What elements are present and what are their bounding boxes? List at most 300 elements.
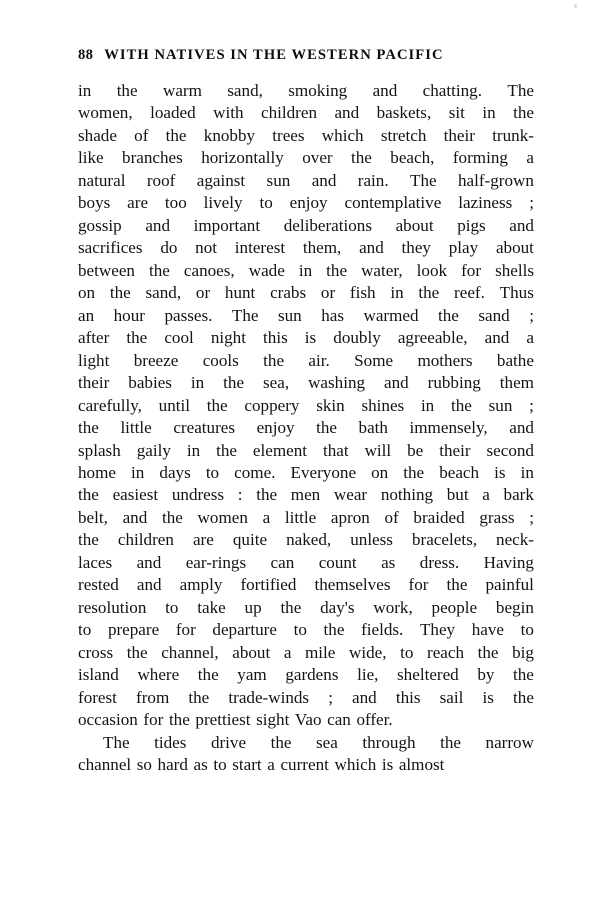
word: beach: [439, 462, 480, 482]
word: ;: [529, 193, 534, 213]
word: mile: [305, 642, 336, 662]
running-head-title: WITH NATIVES IN THE WESTERN PACIFIC: [104, 47, 444, 63]
word: hour: [113, 305, 145, 325]
text-line: [78, 395, 534, 417]
word: undress: [171, 485, 225, 505]
text-line: [78, 552, 534, 574]
word: too: [164, 193, 187, 213]
word: the: [223, 373, 245, 393]
word: little: [284, 507, 317, 527]
word: sand,: [145, 283, 182, 303]
scan-speck-artifact: [574, 4, 577, 8]
word: sun: [277, 305, 302, 325]
word: sacrifices: [78, 238, 143, 258]
text-line: [78, 732, 534, 754]
word: ;: [529, 395, 534, 415]
word: a: [526, 328, 534, 348]
word: can: [327, 710, 351, 730]
word: canoes,: [183, 260, 235, 280]
word: rain.: [357, 170, 389, 190]
word: for: [461, 260, 482, 280]
word: through: [362, 732, 416, 752]
word: about: [495, 238, 534, 258]
word: passes.: [164, 305, 213, 325]
word: a: [283, 642, 292, 662]
word: which: [334, 755, 377, 775]
word: dress.: [419, 552, 460, 572]
word: channel: [78, 755, 132, 775]
word: in: [131, 462, 145, 482]
word: do: [160, 238, 178, 258]
word: to: [213, 755, 227, 775]
word: for: [175, 620, 196, 640]
text-line: [78, 462, 534, 484]
word: yam: [237, 665, 267, 685]
word: mothers: [417, 350, 473, 370]
word: is: [482, 687, 494, 707]
word: shines: [361, 395, 405, 415]
text-line: [78, 507, 534, 529]
word: current: [280, 755, 329, 775]
word: deliberations: [283, 215, 372, 235]
word: and: [509, 418, 534, 438]
word: after: [78, 328, 110, 348]
word: air.: [308, 350, 330, 370]
word: themselves: [314, 575, 391, 595]
word: ;: [328, 687, 333, 707]
word: apron: [330, 507, 370, 527]
word: an: [78, 305, 95, 325]
word: is: [494, 462, 506, 482]
word: about: [232, 642, 271, 662]
word: the: [197, 665, 219, 685]
word: and: [372, 81, 398, 100]
word: naked,: [286, 530, 332, 550]
word: light: [78, 350, 110, 370]
word: stretch: [380, 125, 427, 145]
word: almost: [398, 755, 445, 775]
word: sun: [266, 170, 291, 190]
word: braided: [413, 507, 465, 527]
word: them,: [302, 238, 342, 258]
text-line: [78, 440, 534, 462]
word: the: [280, 597, 302, 617]
text-line: [78, 642, 534, 664]
word: occasion: [78, 710, 138, 730]
word: them: [499, 373, 534, 393]
word: look: [416, 260, 448, 280]
word: and: [334, 103, 360, 123]
word: to: [400, 642, 414, 662]
word: sun: [488, 395, 513, 415]
word: prepare: [107, 620, 160, 640]
word: by: [477, 665, 495, 685]
word: immensely,: [409, 418, 488, 438]
word: quite: [232, 530, 268, 550]
word: The: [410, 170, 437, 190]
word: and: [484, 328, 510, 348]
word: lie,: [357, 665, 379, 685]
word: horizontally: [201, 148, 284, 168]
word: unless: [350, 530, 393, 550]
word: up: [244, 597, 262, 617]
page-folio-number: 88: [78, 47, 94, 63]
word: in: [520, 462, 534, 482]
word: the: [513, 665, 534, 685]
word: sand,: [227, 81, 263, 100]
word: in: [78, 81, 92, 100]
word: little: [120, 418, 152, 438]
word: the: [188, 687, 210, 707]
word: coppery: [244, 395, 300, 415]
word: on: [78, 283, 96, 303]
word: the: [477, 642, 499, 662]
word: like: [78, 148, 104, 168]
word: over: [302, 148, 333, 168]
word: the: [446, 575, 468, 595]
word: trade-winds: [228, 687, 310, 707]
word: important: [193, 215, 261, 235]
word: in: [390, 283, 404, 303]
word: branches: [122, 148, 183, 168]
text-line: [78, 282, 534, 304]
word: the: [256, 485, 278, 505]
word: of: [134, 125, 149, 145]
word: against: [196, 170, 246, 190]
word: the: [78, 418, 99, 438]
text-line: [78, 664, 534, 686]
word: the: [165, 125, 187, 145]
word: and: [311, 170, 337, 190]
word: and: [384, 373, 409, 393]
word: half-grown: [457, 170, 534, 190]
word: the: [161, 507, 183, 527]
word: this: [263, 328, 288, 348]
word: chatting.: [422, 81, 482, 100]
word: tides: [154, 732, 187, 752]
word: interest: [234, 238, 286, 258]
word: water,: [361, 260, 403, 280]
word: the: [109, 283, 131, 303]
word: about: [395, 215, 434, 235]
text-line: [78, 619, 534, 641]
word: grass: [479, 507, 515, 527]
word: to: [165, 597, 179, 617]
word: neck-: [496, 530, 534, 550]
text-line: [78, 327, 534, 349]
word: fortified: [240, 575, 297, 595]
word: enjoy: [289, 193, 328, 213]
word: big: [512, 642, 534, 662]
word: for: [143, 710, 164, 730]
word: baskets,: [376, 103, 432, 123]
word: take: [197, 597, 226, 617]
word: and: [145, 215, 170, 235]
word: of: [384, 507, 399, 527]
word: with: [213, 103, 244, 123]
word: pigs: [457, 215, 486, 235]
word: narrow: [485, 732, 534, 752]
word: bark: [503, 485, 534, 505]
text-line: [78, 237, 534, 259]
word: to: [259, 193, 273, 213]
word: warm: [162, 81, 202, 100]
text-line: [78, 260, 534, 282]
word: the: [78, 485, 99, 505]
word: ;: [529, 507, 534, 527]
word: loaded: [150, 103, 196, 123]
word: lively: [203, 193, 243, 213]
text-line: [78, 597, 534, 619]
word: the: [116, 81, 138, 100]
word: be: [407, 440, 424, 460]
word: a: [267, 755, 275, 775]
word: bracelets,: [411, 530, 477, 550]
word: the: [216, 440, 237, 460]
word: sail: [439, 687, 464, 707]
word: channel,: [161, 642, 219, 662]
text-line: [78, 350, 534, 372]
word: and: [352, 687, 377, 707]
word: and: [136, 575, 162, 595]
word: so: [136, 755, 152, 775]
running-head: [78, 47, 534, 64]
word: shells: [495, 260, 534, 280]
word: island: [78, 665, 119, 685]
word: and: [122, 507, 148, 527]
text-line: [78, 687, 534, 709]
text-line: [78, 709, 534, 731]
word: this: [395, 687, 421, 707]
word: as: [381, 552, 396, 572]
word: easiest: [112, 485, 159, 505]
word: sit: [448, 103, 465, 123]
word: washing: [308, 373, 366, 393]
word: not: [195, 238, 218, 258]
word: departure: [212, 620, 277, 640]
word: to: [78, 620, 92, 640]
word: and: [359, 238, 384, 258]
word: doubly: [333, 328, 381, 348]
word: in: [420, 395, 435, 415]
word: the: [316, 418, 337, 438]
word: to: [293, 620, 307, 640]
word: warmed: [363, 305, 419, 325]
word: laces: [78, 552, 113, 572]
word: element: [252, 440, 308, 460]
word: a: [482, 485, 490, 505]
word: in: [482, 103, 496, 123]
word: :: [237, 485, 243, 505]
word: natural: [78, 170, 126, 190]
word: have: [471, 620, 505, 640]
word: wade: [248, 260, 285, 280]
word: carefully,: [78, 395, 142, 415]
word: shade: [78, 125, 117, 145]
word: rested: [78, 575, 119, 595]
word: second: [486, 440, 534, 460]
word: from: [136, 687, 170, 707]
word: the: [326, 260, 348, 280]
word: or: [320, 283, 336, 303]
word: hunt: [224, 283, 256, 303]
word: is: [304, 328, 317, 348]
text-line: [78, 372, 534, 394]
word: The: [507, 81, 534, 100]
word: the: [418, 283, 440, 303]
word: forest: [78, 687, 117, 707]
word: women,: [78, 103, 133, 123]
word: breeze: [133, 350, 179, 370]
word: skin: [316, 395, 345, 415]
word: the: [78, 530, 99, 550]
word: the: [126, 642, 148, 662]
word: their: [78, 373, 110, 393]
word: They: [419, 620, 456, 640]
word: cools: [202, 350, 239, 370]
word: babies: [128, 373, 172, 393]
word: are: [192, 530, 214, 550]
word: the: [513, 103, 534, 123]
word: sight: [256, 710, 290, 730]
word: sheltered: [397, 665, 459, 685]
word: begin: [495, 597, 534, 617]
word: smoking: [288, 81, 348, 100]
word: Thus: [499, 283, 534, 303]
word: wear: [333, 485, 368, 505]
word: fields.: [361, 620, 404, 640]
word: the: [323, 620, 345, 640]
word: gossip: [78, 215, 122, 235]
word: sand: [478, 305, 510, 325]
word: a: [262, 507, 271, 527]
word: is: [381, 755, 394, 775]
word: night: [210, 328, 246, 348]
word: sea: [316, 732, 338, 752]
word: bathe: [496, 350, 534, 370]
text-line: [78, 529, 534, 551]
word: a: [526, 148, 534, 168]
word: can: [270, 552, 295, 572]
body-text-block: [78, 80, 534, 777]
word: gaily: [136, 440, 171, 460]
word: Having: [483, 552, 534, 572]
word: and: [509, 215, 534, 235]
word: day's: [320, 597, 355, 617]
word: sea,: [263, 373, 290, 393]
word: the: [440, 732, 461, 752]
word: the: [168, 710, 190, 730]
word: contemplative: [344, 193, 442, 213]
word: the: [403, 462, 425, 482]
word: men: [290, 485, 321, 505]
word: to: [205, 462, 220, 482]
word: will: [364, 440, 392, 460]
word: work,: [373, 597, 413, 617]
word: as: [193, 755, 208, 775]
word: home: [78, 462, 116, 482]
word: agreeable,: [397, 328, 468, 348]
word: has: [321, 305, 344, 325]
text-line: [78, 102, 534, 124]
word: rubbing: [427, 373, 481, 393]
text-line: [78, 417, 534, 439]
word: ear-rings: [185, 552, 247, 572]
word: drive: [210, 732, 247, 752]
word: children: [117, 530, 174, 550]
word: the: [450, 395, 472, 415]
word: wide,: [349, 642, 387, 662]
word: Everyone: [290, 462, 357, 482]
word: the: [438, 305, 459, 325]
word: the: [513, 687, 534, 707]
word: on: [371, 462, 389, 482]
word: they: [401, 238, 431, 258]
word: amply: [179, 575, 223, 595]
word: the: [263, 350, 285, 370]
text-line: [78, 125, 534, 147]
word: boys: [78, 193, 111, 213]
word: laziness: [458, 193, 513, 213]
word: ;: [529, 305, 534, 325]
word: Some: [354, 350, 394, 370]
word: Vao: [294, 710, 322, 730]
text-line: [78, 574, 534, 596]
word: the: [270, 732, 292, 752]
word: prettiest: [195, 710, 251, 730]
word: are: [127, 193, 149, 213]
word: count: [318, 552, 357, 572]
word: in: [190, 373, 205, 393]
word: painful: [485, 575, 534, 595]
text-line: [78, 147, 534, 169]
word: the: [148, 260, 170, 280]
word: reach: [427, 642, 465, 662]
word: to: [520, 620, 534, 640]
word: belt,: [78, 507, 108, 527]
text-line: [78, 484, 534, 506]
word: gardens: [285, 665, 339, 685]
text-line: [78, 80, 534, 102]
word: beach,: [390, 148, 435, 168]
word: cross: [78, 642, 114, 662]
word: and: [136, 552, 162, 572]
word: creatures: [173, 418, 236, 438]
word: reef.: [454, 283, 485, 303]
word: enjoy: [256, 418, 295, 438]
word: days: [159, 462, 191, 482]
text-line: [78, 170, 534, 192]
word: hard: [157, 755, 188, 775]
word: roof: [146, 170, 176, 190]
text-line: [78, 754, 534, 776]
word: nothing: [380, 485, 434, 505]
word: for: [408, 575, 429, 595]
word: fish: [349, 283, 376, 303]
word: trees: [272, 125, 305, 145]
word: splash: [78, 440, 121, 460]
word: come.: [234, 462, 276, 482]
word: that: [322, 440, 349, 460]
word: the: [206, 395, 228, 415]
word: knobby: [203, 125, 256, 145]
word: resolution: [78, 597, 147, 617]
word: in: [298, 260, 313, 280]
word: women: [197, 507, 248, 527]
word: crabs: [270, 283, 307, 303]
word: children: [260, 103, 317, 123]
word: the: [351, 148, 372, 168]
